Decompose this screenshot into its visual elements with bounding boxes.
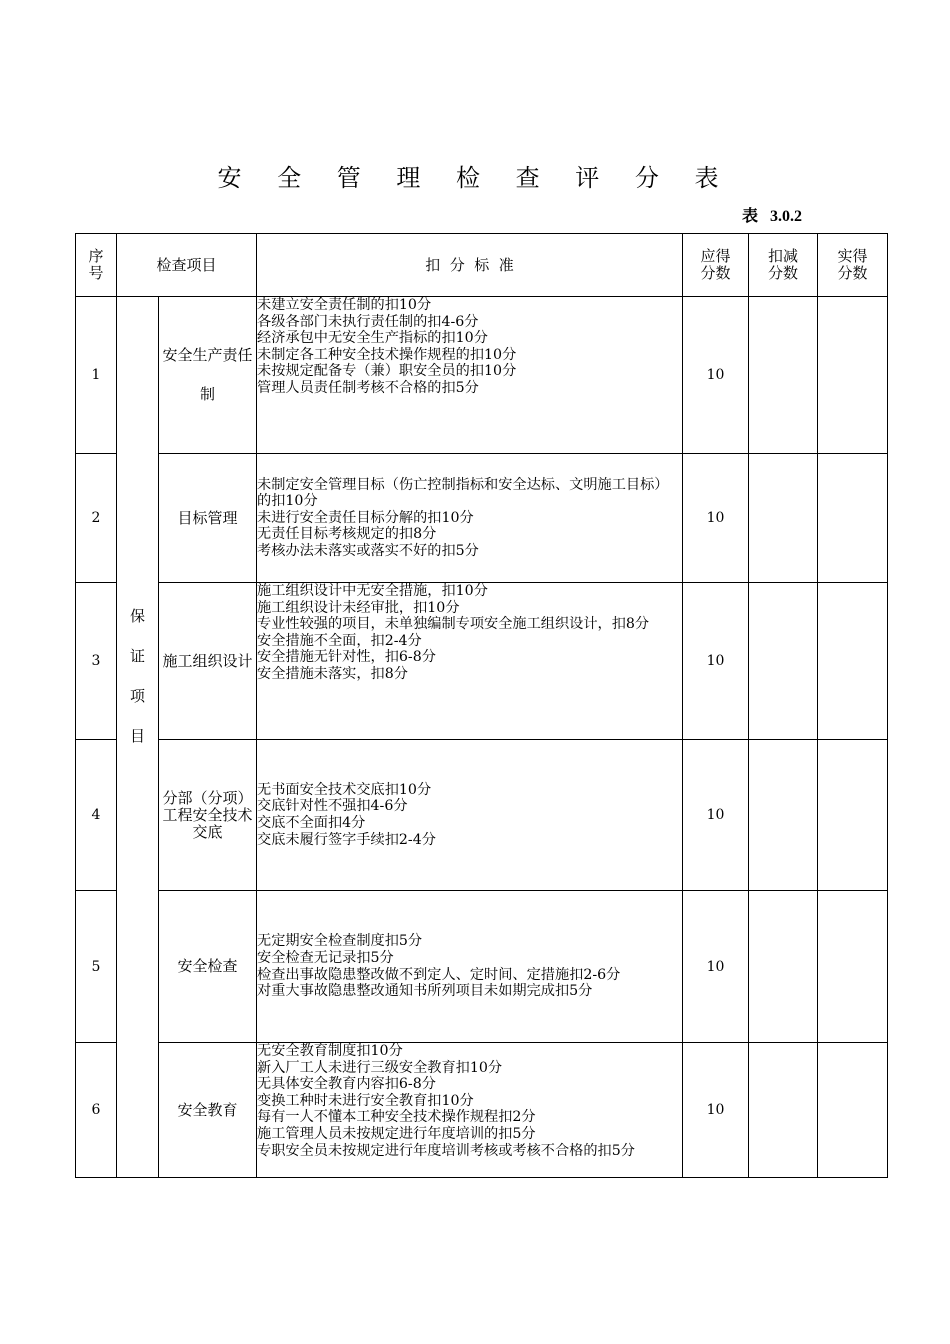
- criteria-line: 无具体安全教育内容扣6-8分: [257, 1076, 436, 1093]
- row-criteria: [257, 1043, 683, 1178]
- header-due-points: 应得分数: [683, 234, 749, 297]
- criteria-line: 考核办法未落实或落实不好的扣5分: [257, 542, 479, 559]
- row-criteria: [257, 454, 683, 583]
- header-criteria: 扣 分 标 准: [257, 234, 683, 297]
- score-table: [75, 233, 888, 1178]
- criteria-line: 交底未履行签字手续扣2-4分: [257, 831, 436, 848]
- table-row: [76, 891, 888, 1043]
- category-char: 项: [129, 687, 145, 705]
- header-actual-points: 实得分数: [818, 234, 888, 297]
- row-deducted-points[interactable]: [749, 1043, 818, 1178]
- row-actual-points[interactable]: [818, 583, 888, 740]
- row-seq: 3: [76, 583, 117, 740]
- criteria-line: 新入厂工人未进行三级安全教育扣10分: [257, 1059, 503, 1076]
- criteria-line: 未制定安全管理目标（伤亡控制指标和安全达标、文明施工目标）的扣10分: [257, 476, 669, 510]
- row-seq: 5: [76, 891, 117, 1043]
- row-due-points: 10: [683, 891, 749, 1043]
- criteria-line: 无书面安全技术交底扣10分: [257, 781, 432, 798]
- row-actual-points[interactable]: [818, 891, 888, 1043]
- table-row: [76, 454, 888, 583]
- criteria-line: 未进行安全责任目标分解的扣10分: [257, 509, 474, 526]
- criteria-line: 专业性较强的项目，未单独编制专项安全施工组织设计，扣8分: [257, 616, 650, 633]
- criteria-line: 施工组织设计中无安全措施，扣10分: [257, 583, 488, 599]
- row-deducted-points[interactable]: [749, 891, 818, 1043]
- row-criteria: [257, 297, 683, 454]
- table-row: [76, 740, 888, 891]
- category-char: 证: [129, 647, 145, 665]
- criteria-line: 未制定各工种安全技术操作规程的扣10分: [257, 346, 517, 363]
- criteria-line: 施工组织设计未经审批，扣10分: [257, 599, 460, 616]
- row-seq: 2: [76, 454, 117, 583]
- criteria-line: 未建立安全责任制的扣10分: [257, 297, 432, 313]
- criteria-line: 变换工种时未进行安全教育扣10分: [257, 1092, 474, 1109]
- row-seq: 6: [76, 1043, 117, 1178]
- header-deducted-points: 扣减分数: [749, 234, 818, 297]
- category-char: 保: [129, 607, 145, 625]
- header-seq: 序号: [76, 234, 117, 297]
- row-deducted-points[interactable]: [749, 297, 818, 454]
- table-row: [76, 297, 888, 454]
- criteria-line: 施工管理人员未按规定进行年度培训的扣5分: [257, 1125, 536, 1142]
- criteria-line: 无安全教育制度扣10分: [257, 1043, 403, 1059]
- row-actual-points[interactable]: [818, 454, 888, 583]
- criteria-line: 无定期安全检查制度扣5分: [257, 933, 423, 950]
- row-actual-points[interactable]: [818, 1043, 888, 1178]
- row-due-points: 10: [683, 454, 749, 583]
- row-item: 安全生产责任制: [159, 297, 257, 454]
- criteria-line: 对重大事故隐患整改通知书所列项目未如期完成扣5分: [257, 983, 593, 1000]
- row-item: 分部（分项）工程安全技术交底: [159, 740, 257, 891]
- criteria-line: 安全措施无针对性，扣6-8分: [257, 649, 436, 666]
- row-criteria: [257, 740, 683, 891]
- row-due-points: 10: [683, 583, 749, 740]
- criteria-line: 各级各部门未执行责任制的扣4-6分: [257, 313, 479, 330]
- table-row: [76, 583, 888, 740]
- criteria-line: 未按规定配备专（兼）职安全员的扣10分: [257, 363, 517, 380]
- criteria-line: 安全措施未落实，扣8分: [257, 665, 408, 682]
- row-item: 施工组织设计: [159, 583, 257, 740]
- category-cell: [117, 297, 159, 1178]
- row-deducted-points[interactable]: [749, 740, 818, 891]
- criteria-line: 安全检查无记录扣5分: [257, 949, 394, 966]
- header-row: [76, 234, 888, 297]
- header-item: 检查项目: [117, 234, 257, 297]
- table-number: 表 3.0.2: [742, 208, 803, 225]
- table-body: [76, 297, 888, 1178]
- row-criteria: [257, 891, 683, 1043]
- row-actual-points[interactable]: [818, 740, 888, 891]
- criteria-line: 无责任目标考核规定的扣8分: [257, 526, 437, 543]
- criteria-line: 专职安全员未按规定进行年度培训考核或考核不合格的扣5分: [257, 1142, 635, 1159]
- criteria-line: 管理人员责任制考核不合格的扣5分: [257, 379, 479, 396]
- row-due-points: 10: [683, 1043, 749, 1178]
- criteria-line: 每有一人不懂本工种安全技术操作规程扣2分: [257, 1109, 536, 1126]
- criteria-line: 交底针对性不强扣4-6分: [257, 798, 408, 815]
- category-char: 目: [129, 727, 145, 745]
- row-item: 安全教育: [159, 1043, 257, 1178]
- row-due-points: 10: [683, 297, 749, 454]
- row-item: 安全检查: [159, 891, 257, 1043]
- row-deducted-points[interactable]: [749, 454, 818, 583]
- criteria-line: 交底不全面扣4分: [257, 815, 366, 831]
- page-title: 安 全 管 理 检 查 评 分 表: [217, 164, 733, 192]
- row-criteria: [257, 583, 683, 740]
- table-row: [76, 1043, 888, 1178]
- row-due-points: 10: [683, 740, 749, 891]
- row-seq: 1: [76, 297, 117, 454]
- criteria-line: 经济承包中无安全生产指标的扣10分: [257, 330, 488, 347]
- criteria-line: 检查出事故隐患整改做不到定人、定时间、定措施扣2-6分: [257, 966, 621, 983]
- row-deducted-points[interactable]: [749, 583, 818, 740]
- row-actual-points[interactable]: [818, 297, 888, 454]
- row-seq: 4: [76, 740, 117, 891]
- criteria-line: 安全措施不全面，扣2-4分: [257, 632, 422, 649]
- row-item: 目标管理: [159, 454, 257, 583]
